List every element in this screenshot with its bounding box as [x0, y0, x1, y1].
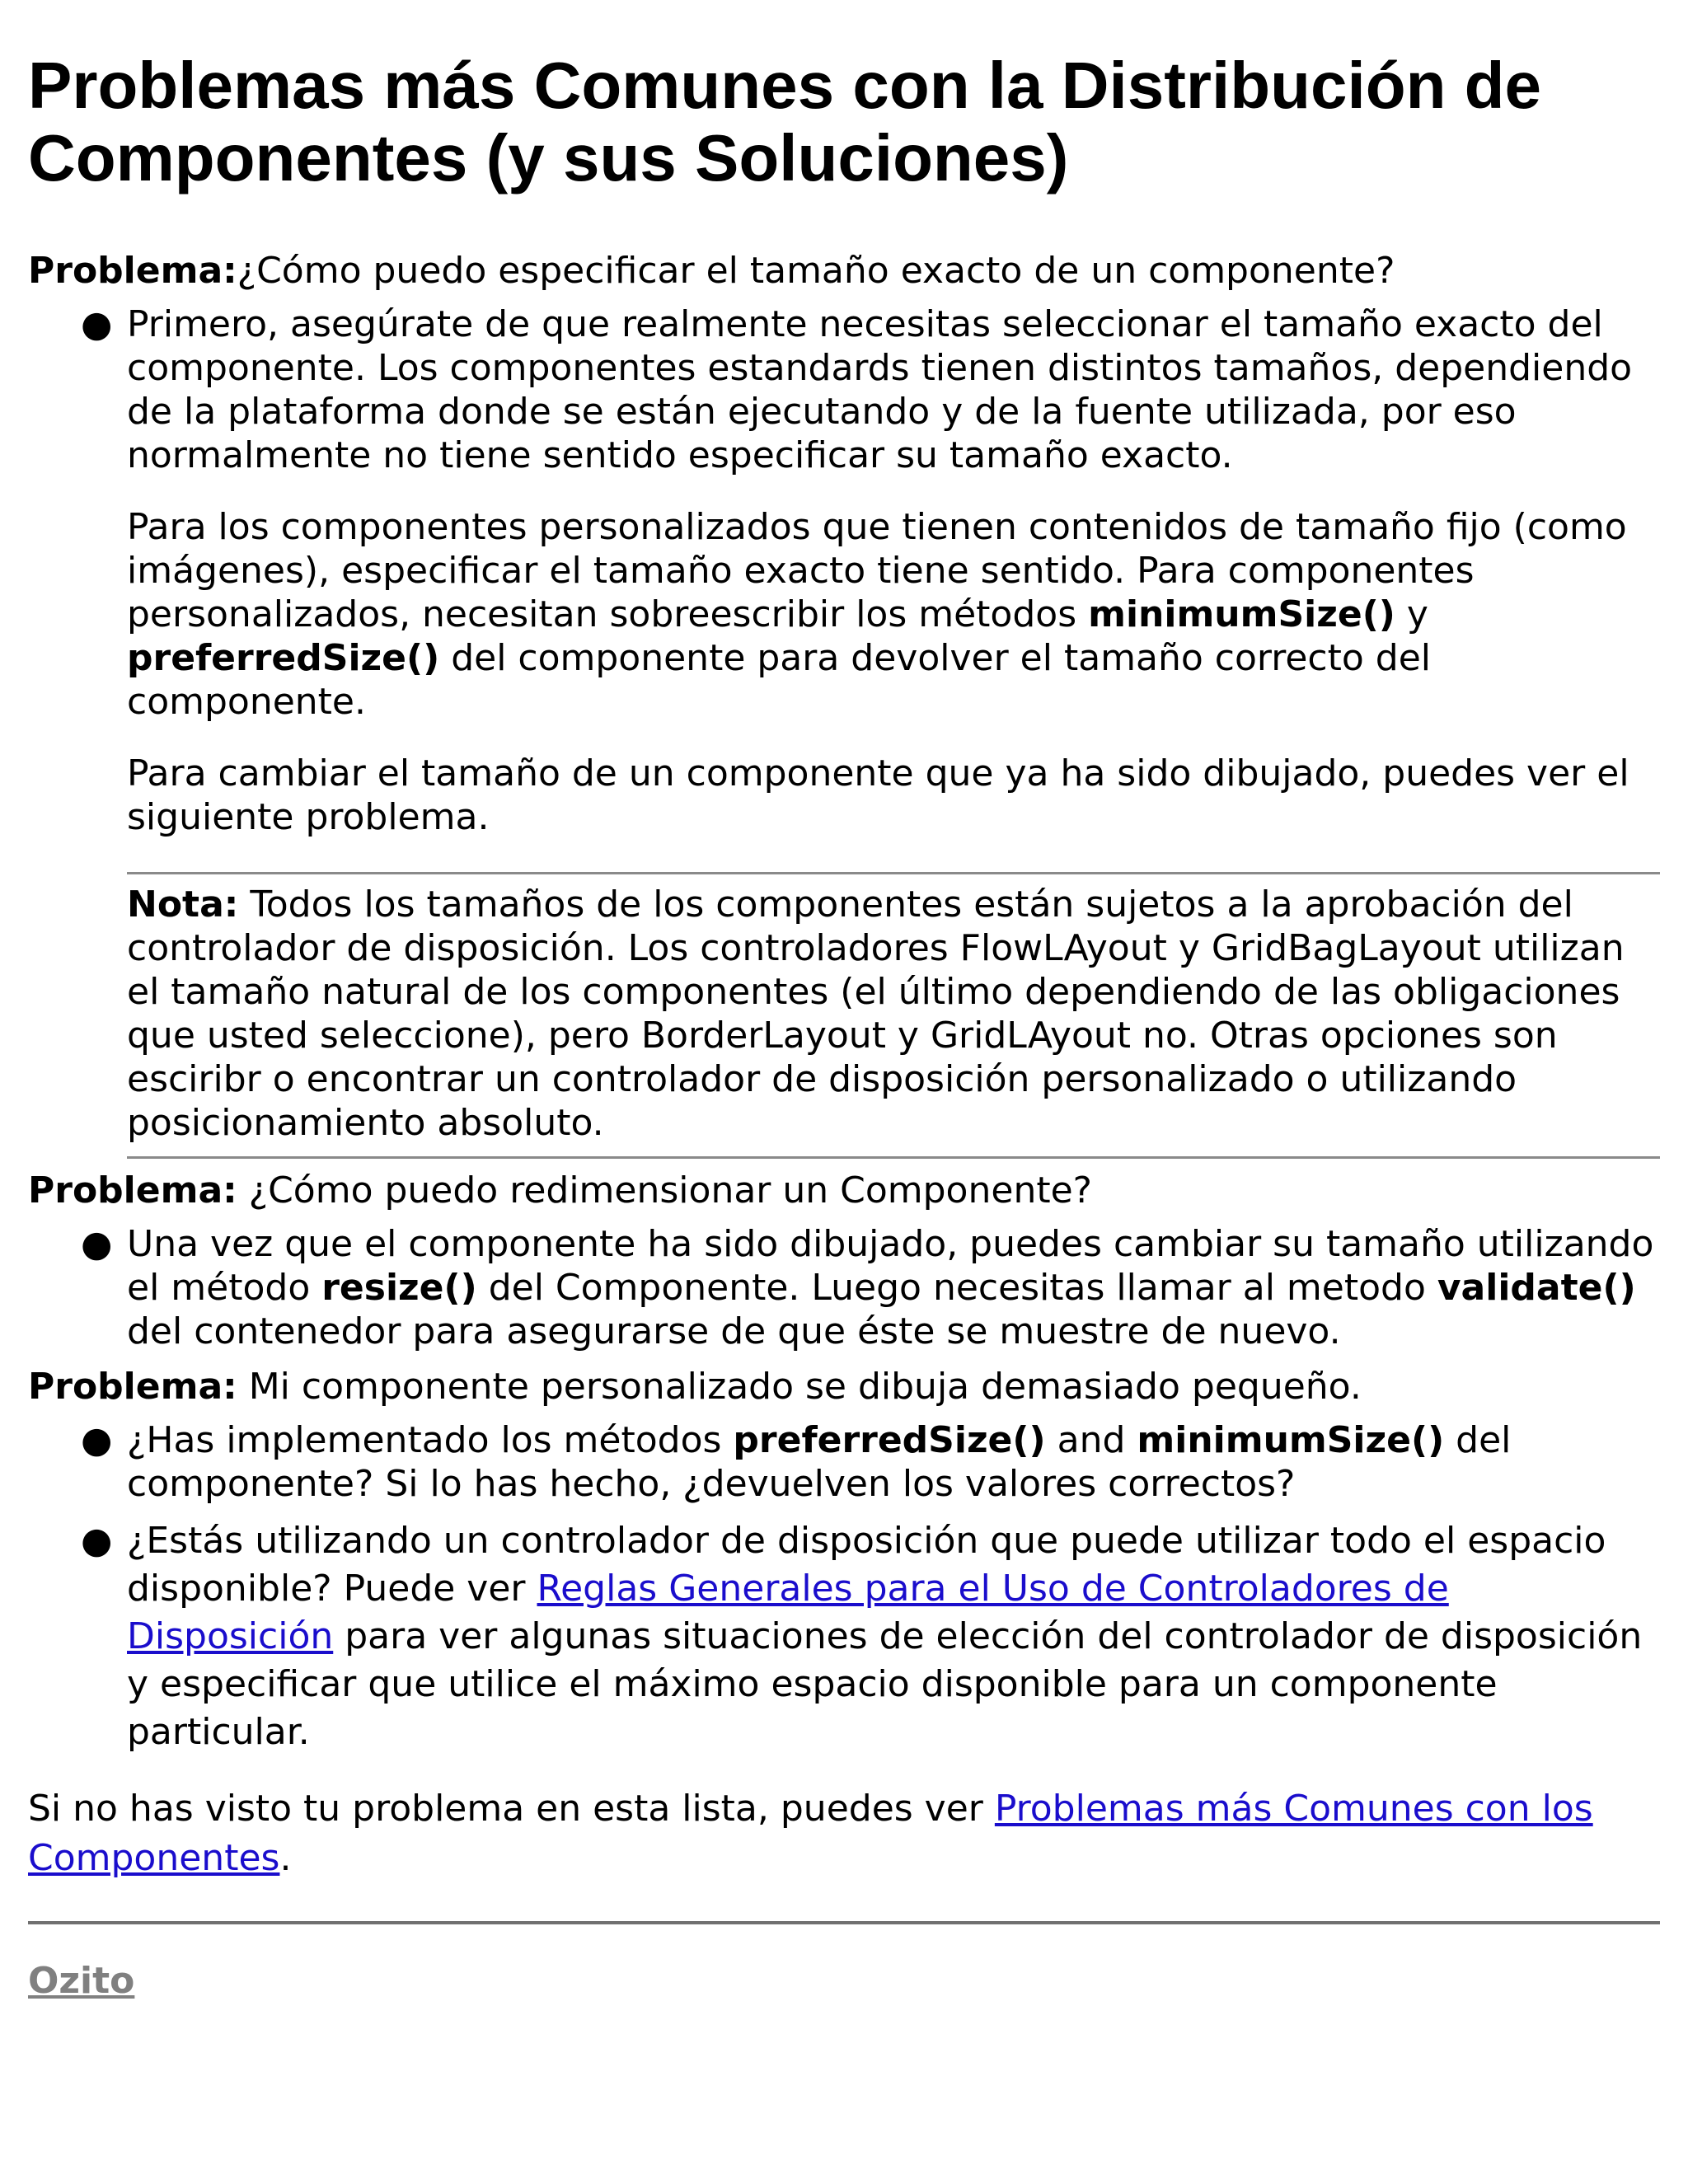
problem-2-question: ¿Cómo puedo redimensionar un Componente? — [237, 1169, 1092, 1212]
problem-1-question: ¿Cómo puedo especificar el tamaño exacto de un componente? — [237, 250, 1395, 292]
code-preferredSize: preferredSize() — [733, 1419, 1046, 1461]
bullet-icon: ● — [81, 1520, 113, 1562]
problem-3-bullet-2-text: ¿Estás utilizando un controlador de disposición que puede utilizar todo el espacio disponible? Puede ver Reglas Generales para el Uso de Controladores de Disposición para ver algunas situaciones de elección del controlador de disposición y especificar que utilice el máximo espacio disponible para un componente particular. — [127, 1520, 1643, 1753]
layout-rules-link[interactable]: Reglas Generales para el Uso de Controladores de Disposición — [127, 1568, 1449, 1657]
page-content — [28, 0, 1660, 2003]
problem-1-para-2: Para los componentes personalizados que tienen contenidos de tamaño fijo (como imágenes), especificar el tamaño exacto tiene sentido. Para componentes personalizados, necesitan sobreescribir los métodos minimumSize() y preferredSize() del componente para devolver el tamaño correcto del componente. — [127, 506, 1627, 723]
code-validate: validate() — [1437, 1267, 1636, 1309]
problem-1-list — [28, 302, 1660, 1159]
code-resize: resize() — [321, 1267, 477, 1309]
code-minimumSize: minimumSize() — [1088, 593, 1395, 635]
problem-2-bullet-text: Una vez que el componente ha sido dibujado, puedes cambiar su tamaño utilizando el método resize() del Componente. Luego necesitas llamar al metodo validate() del contenedor para asegurarse de que éste se muestre de nuevo. — [127, 1223, 1654, 1352]
list-item — [81, 1517, 1660, 1756]
bullet-icon: ● — [81, 303, 113, 345]
bullet-icon: ● — [81, 1419, 113, 1461]
code-minimumSize: minimumSize() — [1137, 1419, 1445, 1461]
problem-2 — [28, 1169, 1660, 1212]
problem-3-question: Mi componente personalizado se dibuja demasiado pequeño. — [237, 1366, 1362, 1408]
list-item — [81, 1418, 1660, 1506]
common-problems-link[interactable]: Problemas más Comunes con los Componentes — [28, 1788, 1593, 1879]
problem-label: Problema: — [28, 250, 237, 292]
divider — [28, 1921, 1660, 1924]
note-text: Todos los tamaños de los componentes están sujetos a la aprobación del controlador de disposición. Los controladores FlowLAyout y GridBagLayout utilizan el tamaño natural de los componentes (el último dependiendo de las obligaciones que usted seleccione), pero BorderLayout y GridLAyout no. Otras opciones son esciribr o encontrar un controlador de disposición personalizado o utilizando posicionamiento absoluto. — [127, 883, 1625, 1144]
problem-1-bullet-text: Primero, asegúrate de que realmente necesitas seleccionar el tamaño exacto del componente. Los componentes estandards tienen distintos tamaños, dependiendo de la plataforma donde se están ejecutando y de la fuente utilizada, por eso normalmente no tiene sentido especificar su tamaño exacto. — [127, 303, 1633, 476]
footer-text: Si no has visto tu problema en esta lista, puedes ver Problemas más Comunes con los Componentes. — [28, 1788, 1593, 1879]
author-link[interactable]: Ozito — [28, 1960, 135, 2002]
note-box — [127, 872, 1660, 1159]
bullet-icon: ● — [81, 1223, 113, 1265]
problem-1 — [28, 249, 1660, 293]
problem-1-para-3: Para cambiar el tamaño de un componente que ya ha sido dibujado, puedes ver el siguiente problema. — [127, 752, 1629, 838]
page-title: Problemas más Comunes con la Distribución de Componentes (y sus Soluciones) — [28, 49, 1542, 194]
problem-2-list — [28, 1222, 1660, 1353]
problem-3-bullet-1-text: ¿Has implementado los métodos preferredSize() and minimumSize() del componente? Si lo has hecho, ¿devuelven los valores correctos? — [127, 1419, 1512, 1505]
code-preferredSize: preferredSize() — [127, 637, 440, 679]
note-label: Nota: — [127, 883, 239, 926]
problem-label: Problema: — [28, 1169, 237, 1212]
list-item — [81, 302, 1660, 1159]
problem-label: Problema: — [28, 1366, 237, 1408]
list-item — [81, 1222, 1660, 1353]
problem-3-list — [28, 1418, 1660, 1756]
problem-3 — [28, 1365, 1660, 1408]
